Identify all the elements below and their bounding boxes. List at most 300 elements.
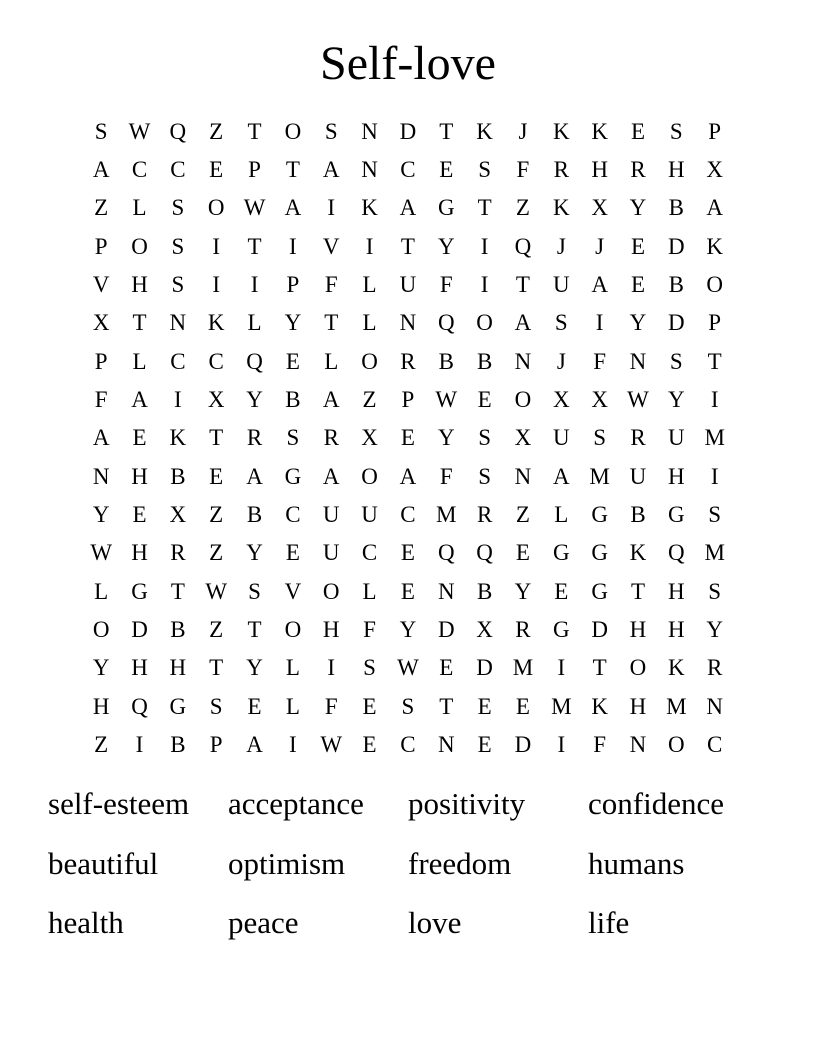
grid-letter: Q [514,233,532,259]
grid-letter: O [361,348,378,374]
grid-letter: H [629,693,647,719]
grid-letter: E [400,578,415,604]
grid-letter: L [285,693,300,719]
grid-letter: Y [437,425,455,451]
grid-letter: O [668,732,685,758]
grid-letter: T [132,310,147,336]
grid-letter: O [207,195,225,221]
grid-letter: A [552,463,570,489]
grid-letter: G [552,617,570,643]
grid-letter: Q [246,348,263,374]
grid-letter: L [362,578,377,604]
grid-letter: L [132,348,147,374]
grid-letter: I [480,272,489,298]
grid-letter: Y [399,617,417,643]
grid-letter: S [669,118,683,144]
grid-letter: B [285,387,301,413]
grid-letter: N [399,310,417,336]
grid-letter: T [439,693,454,719]
grid-letter: C [170,157,186,183]
grid-letter: J [556,233,566,259]
grid-letter: E [630,118,646,144]
grid-letter: P [286,272,300,298]
grid-letter: V [322,233,340,259]
grid-letter: S [554,310,568,336]
grid-letter: A [92,157,110,183]
grid-letter: A [246,732,263,758]
grid-letter: O [514,387,532,413]
grid-letter: E [362,693,377,719]
grid-letter: P [708,310,722,336]
grid-letter: G [591,540,608,566]
grid-letter: K [591,693,608,719]
grid-letter: S [401,693,415,719]
grid-letter: R [707,655,723,681]
grid-letter: T [477,195,492,221]
grid-letter: S [286,425,300,451]
grid-letter: I [365,233,374,259]
grid-letter: U [552,272,570,298]
grid-letter: B [246,502,263,528]
grid-letter: M [666,693,687,719]
grid-letter: I [212,272,221,298]
grid-letter: N [92,463,110,489]
grid-letter: R [170,540,186,566]
grid-letter: S [171,195,185,221]
grid-letter: X [706,157,723,183]
grid-letter: H [668,578,685,604]
grid-letter: I [557,732,566,758]
grid-letter: O [476,310,493,336]
grid-letter: D [437,617,455,643]
word-list-item: peace [228,905,299,940]
grid-letter: D [131,617,148,643]
grid-letter: H [629,617,647,643]
grid-letter: R [553,157,569,183]
grid-letter: A [399,195,417,221]
grid-letter: A [322,157,340,183]
grid-letter: E [132,425,147,451]
grid-letter: B [170,463,186,489]
grid-letter: A [322,387,340,413]
grid-letter: U [668,425,685,451]
grid-letter: S [94,118,108,144]
word-list-item: self-esteem [48,786,190,821]
grid-letter: B [170,617,186,643]
grid-letter: Y [92,655,110,681]
grid-letter: S [708,578,722,604]
grid-letter: E [400,425,415,451]
grid-letter: L [94,578,109,604]
grid-letter: O [131,233,148,259]
grid-letter: M [704,425,725,451]
grid-letter: O [706,272,723,298]
grid-letter: P [209,732,223,758]
grid-letter: U [322,502,340,528]
grid-letter: X [207,387,225,413]
grid-letter: F [324,272,338,298]
grid-letter: E [362,732,377,758]
grid-letter: Q [437,540,455,566]
grid-letter: T [324,310,339,336]
grid-letter: I [710,387,719,413]
grid-letter: O [284,617,302,643]
grid-letter: E [515,540,530,566]
grid-letter: N [361,118,378,144]
grid-letter: E [477,693,492,719]
grid-letter: K [207,310,225,336]
grid-letter: R [400,348,416,374]
grid-letter: N [514,348,532,374]
grid-letter: G [591,578,608,604]
word-list-item: health [48,905,124,940]
grid-letter: P [94,233,108,259]
grid-letter: B [170,732,186,758]
grid-letter: K [706,233,723,259]
grid-letter: V [92,272,110,298]
grid-letter: L [554,502,569,528]
grid-letter: X [591,387,608,413]
grid-letter: Y [284,310,302,336]
grid-letter: E [439,157,454,183]
grid-letter: J [556,348,566,374]
grid-letter: W [627,387,649,413]
grid-letter: H [131,272,148,298]
grid-letter: P [248,157,261,183]
word-list-item: life [588,905,630,940]
grid-letter: O [361,463,378,489]
grid-letter: L [247,310,262,336]
grid-letter: H [131,655,148,681]
grid-letter: B [476,578,493,604]
grid-letter: E [209,463,224,489]
grid-letter: F [324,693,338,719]
grid-letter: Z [362,387,377,413]
grid-letter: E [132,502,147,528]
grid-letter: J [518,118,528,144]
grid-letter: F [94,387,108,413]
grid-letter: G [131,578,148,604]
grid-letter: N [629,732,647,758]
grid-letter: Y [92,502,110,528]
grid-letter: W [397,655,419,681]
grid-letter: H [131,540,148,566]
grid-letter: S [708,502,722,528]
grid-letter: U [552,425,570,451]
grid-letter: S [363,655,376,681]
grid-letter: E [477,387,492,413]
grid-letter: Z [209,617,224,643]
grid-letter: E [477,732,492,758]
grid-letter: P [708,118,722,144]
grid-letter: I [174,387,182,413]
grid-letter: Q [668,540,685,566]
grid-letter: C [361,540,378,566]
grid-letter: K [361,195,378,221]
grid-letter: P [94,348,108,374]
grid-letter: M [436,502,457,528]
grid-letter: D [591,617,608,643]
grid-letter: A [246,463,263,489]
grid-letter: V [284,578,302,604]
grid-letter: Y [437,233,455,259]
letter-grid [82,112,734,764]
grid-letter: N [514,463,532,489]
grid-letter: Q [169,118,187,144]
grid-letter: T [209,655,224,681]
grid-letter: Z [515,195,530,221]
grid-letter: Z [209,540,224,566]
grid-letter: N [169,310,187,336]
grid-letter: Y [668,387,685,413]
grid-letter: I [250,272,259,298]
grid-letter: S [171,272,185,298]
grid-letter: E [285,348,300,374]
grid-letter: H [322,617,340,643]
grid-letter: E [630,233,646,259]
grid-letter: R [476,502,493,528]
grid-letter: D [476,655,493,681]
grid-letter: S [669,348,683,374]
grid-letter: Z [209,118,224,144]
grid-letter: C [208,348,224,374]
grid-letter: E [400,540,415,566]
grid-letter: G [169,693,187,719]
grid-letter: C [131,157,148,183]
grid-letter: A [399,463,417,489]
grid-letter: C [707,732,723,758]
grid-letter: B [630,502,646,528]
grid-letter: I [557,655,566,681]
grid-letter: C [170,348,186,374]
grid-letter: X [361,425,378,451]
grid-letter: W [320,732,343,758]
grid-letter: Y [629,310,647,336]
grid-letter: W [128,118,151,144]
grid-letter: T [630,578,646,604]
grid-letter: Z [94,195,109,221]
grid-letter: T [285,157,300,183]
grid-letter: I [710,463,719,489]
grid-letter: O [284,118,302,144]
grid-letter: Z [94,732,109,758]
word-list-item: acceptance [228,786,364,821]
grid-letter: K [476,118,493,144]
grid-letter: S [209,693,223,719]
grid-letter: I [212,233,221,259]
grid-letter: G [437,195,455,221]
grid-letter: T [515,272,530,298]
grid-letter: F [439,463,453,489]
word-list-item: love [408,905,462,940]
grid-letter: L [132,195,147,221]
grid-letter: L [362,272,377,298]
grid-letter: C [285,502,301,528]
grid-letter: I [595,310,604,336]
grid-letter: U [399,272,417,298]
grid-letter: M [551,693,572,719]
grid-letter: S [478,157,491,183]
grid-letter: C [400,502,416,528]
grid-letter: S [171,233,185,259]
grid-letter: W [205,578,228,604]
grid-letter: N [437,578,455,604]
word-list [48,778,768,957]
grid-letter: A [131,387,148,413]
grid-letter: P [401,387,415,413]
grid-letter: B [476,348,493,374]
grid-letter: T [170,578,185,604]
grid-letter: Y [246,655,263,681]
grid-letter: I [289,732,297,758]
grid-letter: L [362,310,377,336]
grid-letter: G [284,463,302,489]
grid-letter: U [322,540,340,566]
grid-letter: N [706,693,723,719]
grid-letter: Q [131,693,148,719]
grid-letter: K [552,118,570,144]
grid-letter: D [668,310,685,336]
page-title: Self-love [320,37,496,90]
grid-letter: T [592,655,607,681]
grid-letter: H [591,157,608,183]
grid-letter: H [131,463,148,489]
grid-letter: W [90,540,113,566]
grid-letter: F [593,348,607,374]
grid-letter: Z [515,502,530,528]
grid-letter: E [439,655,454,681]
grid-letter: R [246,425,263,451]
grid-letter: Y [629,195,647,221]
grid-letter: Y [246,540,263,566]
grid-letter: F [593,732,607,758]
grid-letter: L [285,655,300,681]
grid-letter: B [668,272,684,298]
grid-letter: K [668,655,685,681]
grid-letter: H [92,693,110,719]
grid-letter: H [668,463,685,489]
grid-letter: B [438,348,454,374]
grid-letter: R [515,617,531,643]
grid-letter: A [706,195,723,221]
grid-letter: Q [476,540,493,566]
grid-letter: R [630,157,646,183]
grid-letter: X [514,425,532,451]
grid-letter: U [361,502,378,528]
grid-letter: W [243,195,266,221]
grid-letter: F [439,272,453,298]
grid-letter: E [554,578,569,604]
grid-letter: D [399,118,417,144]
grid-letter: J [595,233,605,259]
grid-letter: T [247,118,262,144]
grid-letter: O [629,655,647,681]
grid-letter: G [552,540,570,566]
grid-letter: S [478,425,491,451]
grid-letter: C [400,732,416,758]
grid-letter: I [327,655,336,681]
grid-letter: A [92,425,110,451]
grid-letter: E [209,157,224,183]
grid-letter: T [247,233,262,259]
grid-letter: G [591,502,608,528]
grid-letter: E [285,540,300,566]
grid-letter: A [284,195,302,221]
word-list-item: humans [588,845,685,881]
grid-letter: M [704,540,725,566]
grid-letter: I [327,195,336,221]
word-list-item: optimism [228,845,346,881]
grid-letter: N [361,157,378,183]
grid-letter: C [400,157,416,183]
grid-letter: Y [514,578,532,604]
grid-letter: O [92,617,110,643]
grid-letter: L [324,348,339,374]
grid-letter: H [668,617,685,643]
grid-letter: E [515,693,530,719]
grid-letter: Y [706,617,723,643]
grid-letter: M [512,655,534,681]
grid-letter: Y [246,387,263,413]
grid-letter: G [668,502,685,528]
grid-letter: F [516,157,530,183]
grid-letter: I [289,233,297,259]
grid-letter: N [629,348,647,374]
grid-letter: A [514,310,532,336]
grid-letter: T [209,425,224,451]
grid-letter: X [476,617,493,643]
grid-letter: R [323,425,339,451]
grid-letter: A [322,463,340,489]
grid-letter: N [437,732,455,758]
grid-letter: F [363,617,376,643]
grid-letter: K [591,118,608,144]
word-list-item: confidence [588,786,724,821]
grid-letter: H [668,157,685,183]
word-list-item: beautiful [48,845,159,881]
grid-letter: S [478,463,491,489]
grid-letter: T [247,617,262,643]
grid-letter: D [668,233,685,259]
grid-letter: I [480,233,489,259]
grid-letter: E [247,693,262,719]
word-list-item: freedom [408,845,512,881]
grid-letter: M [589,463,610,489]
grid-letter: O [322,578,340,604]
grid-letter: T [439,118,454,144]
grid-letter: K [629,540,647,566]
grid-letter: I [135,732,144,758]
word-list-item: positivity [408,786,526,821]
grid-letter: T [707,348,722,374]
grid-letter: W [435,387,458,413]
grid-letter: X [169,502,187,528]
grid-letter: X [92,310,110,336]
grid-letter: X [552,387,570,413]
grid-letter: U [629,463,647,489]
grid-letter: Q [437,310,455,336]
grid-letter: A [591,272,608,298]
grid-letter: S [593,425,607,451]
grid-letter: T [400,233,415,259]
grid-letter: S [248,578,261,604]
grid-letter: H [169,655,187,681]
grid-letter: B [668,195,684,221]
grid-letter: R [630,425,646,451]
grid-letter: S [324,118,338,144]
grid-letter: K [552,195,570,221]
grid-letter: X [591,195,608,221]
